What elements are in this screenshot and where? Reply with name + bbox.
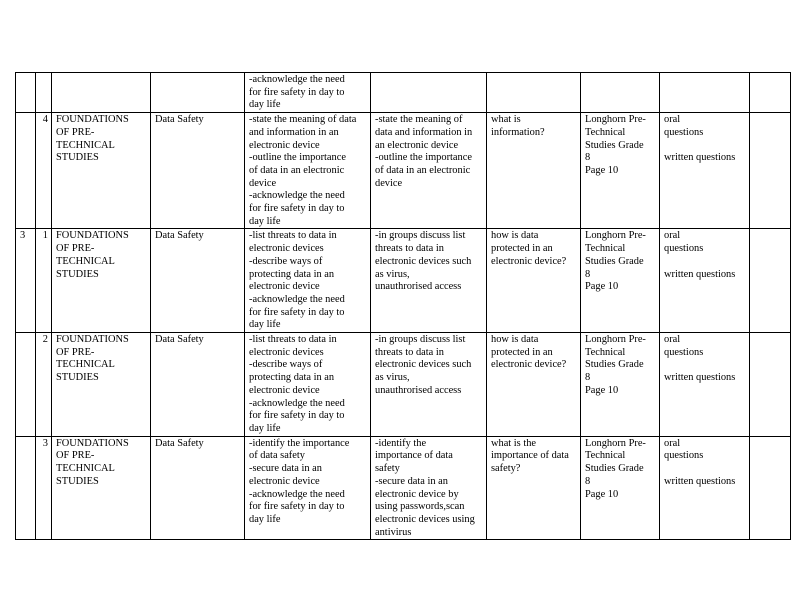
learning-outcomes-cell-line: -acknowledge the need	[249, 293, 345, 305]
learning-outcomes-cell-line: electronic devices	[249, 243, 324, 255]
assessment-cell	[660, 73, 750, 113]
resources-cell-line: Page 10	[585, 164, 619, 176]
strand-cell-line: FOUNDATIONS	[56, 230, 129, 242]
learning-activities-cell-line: as virus,	[375, 372, 410, 384]
learning-activities-cell-line: unauthrorised access	[375, 281, 462, 293]
reflection-cell	[750, 73, 791, 113]
reflection-cell	[750, 436, 791, 540]
table-row	[16, 229, 791, 333]
learning-activities-cell	[371, 436, 487, 540]
strand-cell-line: OF PRE-	[56, 243, 95, 255]
week-cell	[16, 333, 36, 437]
resources-cell-line: Page 10	[585, 488, 619, 500]
learning-outcomes-cell-line: electronic devices	[249, 346, 324, 358]
learning-outcomes-cell-line: protecting data in an	[249, 268, 335, 280]
learning-activities-cell-line: -secure data in an	[375, 475, 448, 487]
strand-cell-line: TECHNICAL	[56, 139, 115, 151]
strand-cell	[52, 333, 151, 437]
key-inquiry-cell-line: safety?	[491, 463, 521, 475]
week-cell	[16, 436, 36, 540]
resources-cell-line: Longhorn Pre-	[585, 334, 646, 346]
learning-outcomes-cell-line: -identify the importance	[249, 437, 350, 449]
strand-cell-line: TECHNICAL	[56, 463, 115, 475]
key-inquiry-cell	[487, 113, 581, 229]
resources-cell	[581, 73, 660, 113]
learning-outcomes-cell-line: day life	[249, 215, 281, 227]
learning-outcomes-cell	[245, 229, 371, 333]
resources-cell-line: Longhorn Pre-	[585, 230, 646, 242]
learning-activities-cell-line: data and information in	[375, 126, 473, 138]
learning-outcomes-cell-line: -outline the importance	[249, 152, 346, 164]
assessment-cell-line: questions	[664, 450, 704, 462]
assessment-cell-line	[664, 140, 746, 153]
learning-activities-cell-line: electronic device by	[375, 488, 459, 500]
strand-cell-line: STUDIES	[56, 475, 99, 487]
learning-outcomes-cell-line: for fire safety in day to	[249, 86, 345, 98]
assessment-cell-line: questions	[664, 126, 704, 138]
resources-cell-line: Technical	[585, 243, 626, 255]
assessment-cell-line: oral	[664, 230, 681, 242]
resources-cell-line: 8	[585, 268, 591, 280]
strand-cell-line: FOUNDATIONS	[56, 114, 129, 126]
learning-activities-cell-line: -identify the	[375, 437, 427, 449]
key-inquiry-cell-line: electronic device?	[491, 255, 567, 267]
learning-outcomes-cell-line: of data in an electronic	[249, 164, 345, 176]
learning-outcomes-cell-line: day life	[249, 319, 281, 331]
resources-cell-line: Technical	[585, 346, 626, 358]
lesson-cell: 1	[36, 229, 52, 333]
assessment-cell-line: written questions	[664, 268, 736, 280]
learning-outcomes-cell-line: protecting data in an	[249, 372, 335, 384]
resources-cell	[581, 113, 660, 229]
table-body	[16, 73, 791, 540]
learning-outcomes-cell-line: day life	[249, 99, 281, 111]
learning-activities-cell-line: -in groups discuss list	[375, 230, 466, 242]
resources-cell-line: Studies Grade	[585, 463, 644, 475]
learning-activities-cell-line: using passwords,scan	[375, 501, 465, 513]
assessment-cell	[660, 436, 750, 540]
strand-cell	[52, 229, 151, 333]
week-cell	[16, 73, 36, 113]
table-row	[16, 73, 791, 113]
learning-outcomes-cell-line: day life	[249, 513, 281, 525]
learning-activities-cell-line: threats to data in	[375, 346, 444, 358]
key-inquiry-cell-line: what is the	[491, 437, 537, 449]
strand-cell-line: FOUNDATIONS	[56, 437, 129, 449]
assessment-cell-line: written questions	[664, 475, 736, 487]
assessment-cell-line: oral	[664, 334, 681, 346]
learning-outcomes-cell-line: -acknowledge the need	[249, 74, 345, 85]
lesson-cell: 2	[36, 333, 52, 437]
assessment-cell-line	[664, 463, 746, 476]
resources-cell-line: Page 10	[585, 281, 619, 293]
learning-activities-cell-line: antivirus	[375, 526, 412, 538]
reflection-cell	[750, 333, 791, 437]
lesson-cell	[36, 73, 52, 113]
resources-cell-line: Studies Grade	[585, 139, 644, 151]
resources-cell-line: 8	[585, 152, 591, 164]
scheme-of-work-table	[15, 72, 791, 540]
resources-cell-line: 8	[585, 372, 591, 384]
learning-outcomes-cell-line: and information in an	[249, 126, 339, 138]
key-inquiry-cell-line: what is	[491, 114, 521, 126]
learning-activities-cell-line: -outline the importance	[375, 152, 472, 164]
learning-activities-cell-line: threats to data in	[375, 243, 444, 255]
assessment-cell-line: written questions	[664, 372, 736, 384]
learning-outcomes-cell	[245, 113, 371, 229]
sub-strand-cell: Data Safety	[151, 229, 245, 333]
learning-outcomes-cell-line: day life	[249, 422, 281, 434]
strand-cell-line: OF PRE-	[56, 450, 95, 462]
reflection-cell	[750, 229, 791, 333]
learning-outcomes-cell-line: electronic device	[249, 384, 320, 396]
learning-outcomes-cell-line: for fire safety in day to	[249, 410, 345, 422]
learning-activities-cell	[371, 113, 487, 229]
table-row	[16, 333, 791, 437]
learning-activities-cell-line: -in groups discuss list	[375, 334, 466, 346]
learning-activities-cell-line: as virus,	[375, 268, 410, 280]
assessment-cell-line: oral	[664, 114, 681, 126]
resources-cell-line: Longhorn Pre-	[585, 437, 646, 449]
assessment-cell	[660, 333, 750, 437]
sub-strand-cell: Data Safety	[151, 436, 245, 540]
strand-cell-line: STUDIES	[56, 372, 99, 384]
learning-outcomes-cell-line: -acknowledge the need	[249, 190, 345, 202]
key-inquiry-cell-line: how is data	[491, 230, 539, 242]
learning-activities-cell-line: unauthrorised access	[375, 384, 462, 396]
learning-activities-cell-line: safety	[375, 463, 400, 475]
learning-outcomes-cell	[245, 333, 371, 437]
assessment-cell	[660, 229, 750, 333]
strand-cell-line: TECHNICAL	[56, 255, 115, 267]
learning-activities-cell-line: importance of data	[375, 450, 453, 462]
table-row	[16, 436, 791, 540]
learning-outcomes-cell-line: -describe ways of	[249, 359, 323, 371]
assessment-cell-line	[664, 256, 746, 269]
strand-cell	[52, 73, 151, 113]
learning-activities-cell-line: of data in an electronic	[375, 164, 471, 176]
resources-cell	[581, 229, 660, 333]
resources-cell	[581, 333, 660, 437]
learning-outcomes-cell	[245, 73, 371, 113]
strand-cell-line: TECHNICAL	[56, 359, 115, 371]
strand-cell-line: STUDIES	[56, 152, 99, 164]
table-row	[16, 113, 791, 229]
key-inquiry-cell-line: information?	[491, 126, 545, 138]
learning-outcomes-cell-line: -acknowledge the need	[249, 397, 345, 409]
key-inquiry-cell	[487, 229, 581, 333]
strand-cell	[52, 113, 151, 229]
resources-cell-line: 8	[585, 475, 591, 487]
assessment-cell-line: oral	[664, 437, 681, 449]
key-inquiry-cell	[487, 73, 581, 113]
learning-outcomes-cell-line: device	[249, 177, 277, 189]
learning-outcomes-cell-line: -secure data in an	[249, 463, 322, 475]
lesson-cell: 3	[36, 436, 52, 540]
reflection-cell	[750, 113, 791, 229]
learning-outcomes-cell-line: for fire safety in day to	[249, 306, 345, 318]
resources-cell-line: Technical	[585, 450, 626, 462]
key-inquiry-cell	[487, 436, 581, 540]
strand-cell-line: OF PRE-	[56, 346, 95, 358]
key-inquiry-cell-line: importance of data	[491, 450, 569, 462]
assessment-cell	[660, 113, 750, 229]
learning-activities-cell	[371, 229, 487, 333]
learning-outcomes-cell-line: for fire safety in day to	[249, 501, 345, 513]
key-inquiry-cell-line: how is data	[491, 334, 539, 346]
learning-activities-cell-line: electronic devices using	[375, 513, 475, 525]
strand-cell-line: FOUNDATIONS	[56, 334, 129, 346]
key-inquiry-cell-line: protected in an	[491, 346, 553, 358]
resources-cell-line: Technical	[585, 126, 626, 138]
strand-cell-line: STUDIES	[56, 268, 99, 280]
strand-cell-line: OF PRE-	[56, 126, 95, 138]
learning-activities-cell-line: device	[375, 177, 403, 189]
learning-outcomes-cell-line: -describe ways of	[249, 255, 323, 267]
sub-strand-cell	[151, 73, 245, 113]
assessment-cell-line: written questions	[664, 152, 736, 164]
resources-cell-line: Page 10	[585, 384, 619, 396]
resources-cell	[581, 436, 660, 540]
learning-outcomes-cell-line: electronic device	[249, 475, 320, 487]
resources-cell-line: Longhorn Pre-	[585, 114, 646, 126]
resources-cell-line: Studies Grade	[585, 359, 644, 371]
resources-cell-line: Studies Grade	[585, 255, 644, 267]
learning-outcomes-cell-line: -list threats to data in	[249, 230, 337, 242]
week-cell: 3	[16, 229, 36, 333]
key-inquiry-cell	[487, 333, 581, 437]
learning-outcomes-cell-line: -list threats to data in	[249, 334, 337, 346]
assessment-cell-line: questions	[664, 243, 704, 255]
learning-outcomes-cell	[245, 436, 371, 540]
learning-outcomes-cell-line: -acknowledge the need	[249, 488, 345, 500]
learning-activities-cell-line: -state the meaning of	[375, 114, 463, 126]
week-cell	[16, 113, 36, 229]
learning-outcomes-cell-line: -state the meaning of data	[249, 114, 357, 126]
sub-strand-cell: Data Safety	[151, 113, 245, 229]
assessment-cell-line: questions	[664, 346, 704, 358]
learning-activities-cell	[371, 333, 487, 437]
learning-outcomes-cell-line: electronic device	[249, 281, 320, 293]
learning-outcomes-cell-line: electronic device	[249, 139, 320, 151]
learning-activities-cell-line: an electronic device	[375, 139, 459, 151]
learning-activities-cell-line: electronic devices such	[375, 255, 472, 267]
sub-strand-cell: Data Safety	[151, 333, 245, 437]
learning-outcomes-cell-line: for fire safety in day to	[249, 203, 345, 215]
strand-cell	[52, 436, 151, 540]
key-inquiry-cell-line: electronic device?	[491, 359, 567, 371]
lesson-cell: 4	[36, 113, 52, 229]
assessment-cell-line	[664, 359, 746, 372]
learning-activities-cell	[371, 73, 487, 113]
key-inquiry-cell-line: protected in an	[491, 243, 553, 255]
learning-activities-cell-line: electronic devices such	[375, 359, 472, 371]
learning-outcomes-cell-line: of data safety	[249, 450, 305, 462]
